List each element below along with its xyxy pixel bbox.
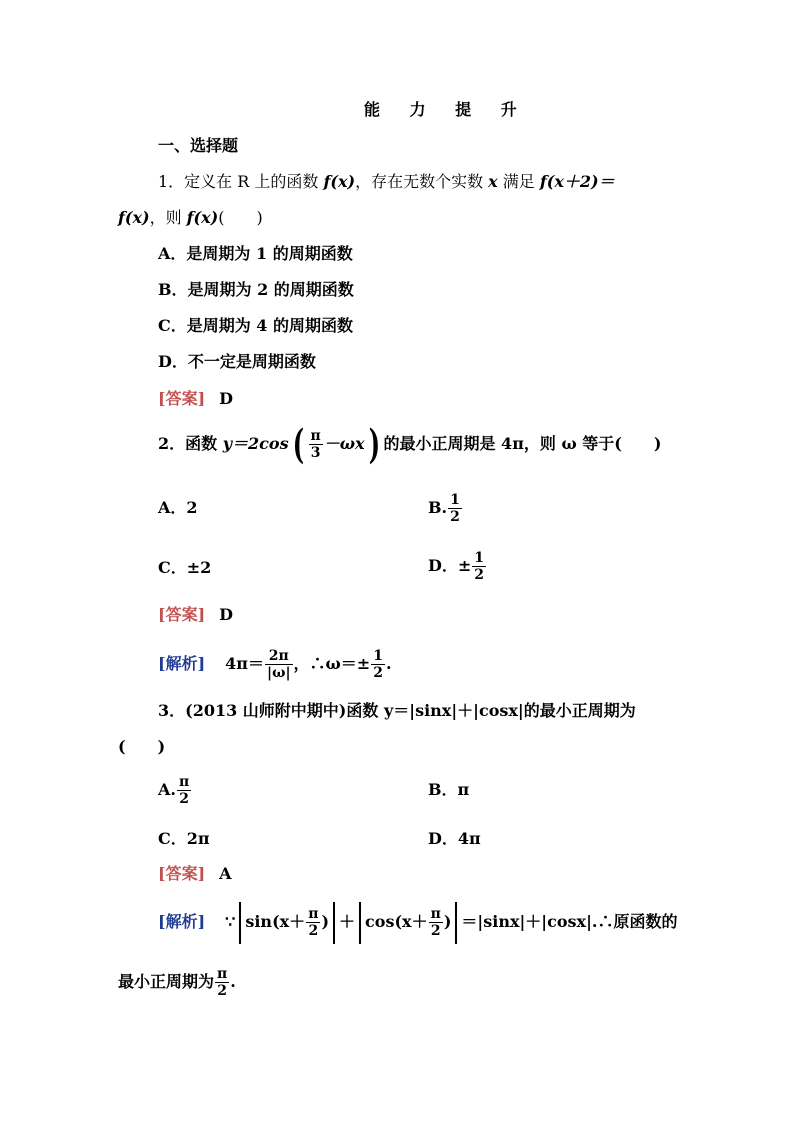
fraction: $\frac{1}{2}$ bbox=[450, 492, 460, 525]
q1-option-a: A．是周期为 1 的周期函数 bbox=[158, 244, 353, 263]
analysis-tag: [解析] bbox=[158, 654, 206, 673]
q3-analysis-line2: 最小正周期为 $\frac{\pi}{2}$ . bbox=[118, 966, 236, 999]
q2-stem: 2．函数 y＝2cos( $\frac{\pi}{3}$ －ωx) 的最小正周期是 4π，则 ω 等于( ) bbox=[158, 420, 662, 468]
fraction: $\frac{1}{2}$ bbox=[474, 550, 485, 583]
fraction: $\frac{\pi}{2}$ bbox=[430, 906, 441, 939]
answer-tag: [答案] bbox=[158, 864, 206, 883]
q3-option-c: C．2π bbox=[158, 829, 210, 848]
answer-tag: [答案] bbox=[158, 605, 206, 624]
abs-bar bbox=[359, 902, 361, 944]
q2-option-b: B. $\frac{1}{2}$ bbox=[428, 492, 460, 525]
q3-option-d: D．4π bbox=[428, 829, 481, 848]
q1-option-b: B．是周期为 2 的周期函数 bbox=[158, 280, 354, 299]
abs-bar bbox=[333, 902, 335, 944]
fraction: $\frac{\pi}{3}$ bbox=[310, 428, 321, 461]
q3-answer: [答案] A bbox=[158, 864, 232, 883]
q1-answer: [答案] D bbox=[158, 389, 234, 408]
page-title: 能 力 提 升 bbox=[364, 100, 529, 119]
fraction: $\frac{\pi}{2}$ bbox=[308, 906, 319, 939]
fraction: $\frac{\pi}{2}$ bbox=[217, 966, 228, 999]
q3-analysis: [解析] ∵ sin(x＋ $\frac{\pi}{2}$ ) ＋ cos(x＋ $\frac{\pi}{2}$ ) ＝|sinx|＋|cosx|.∴原函数的 bbox=[158, 898, 677, 946]
q2-option-c: C．±2 bbox=[158, 558, 212, 577]
fraction: $\frac{2\pi}{|\omega|}$ bbox=[267, 648, 291, 681]
q2-analysis: [解析] 4π＝ $\frac{2\pi}{|\omega|}$ ，∴ω＝± $\frac{1}{2}$ . bbox=[158, 648, 392, 681]
q1-option-c: C．是周期为 4 的周期函数 bbox=[158, 316, 354, 335]
abs-bar bbox=[239, 902, 241, 944]
section-heading: 一、选择题 bbox=[158, 136, 239, 155]
fraction: $\frac{\pi}{2}$ bbox=[178, 774, 190, 807]
q1-option-d: D．不一定是周期函数 bbox=[158, 352, 316, 371]
answer-tag: [答案] bbox=[158, 389, 206, 408]
abs-bar bbox=[455, 902, 457, 944]
q3-option-a: A. $\frac{\pi}{2}$ bbox=[158, 774, 190, 807]
q2-answer: [答案] D bbox=[158, 605, 234, 624]
q1-stem-line2: f(x)，则 f(x)( ) bbox=[118, 208, 263, 227]
q3-stem-line1: 3．(2013 山师附中期中)函数 y＝|sinx|＋|cosx|的最小正周期为 bbox=[158, 701, 636, 720]
q3-option-b: B．π bbox=[428, 780, 470, 799]
analysis-tag: [解析] bbox=[158, 912, 206, 931]
fraction: $\frac{1}{2}$ bbox=[373, 648, 383, 681]
q2-option-d: D．± $\frac{1}{2}$ bbox=[428, 550, 485, 583]
q3-stem-line2: ( ) bbox=[118, 737, 166, 756]
q2-option-a: A．2 bbox=[158, 498, 198, 517]
q1-stem-line1: 1．定义在 R 上的函数 f(x)，存在无数个实数 x 满足 f(x＋2)＝ bbox=[158, 172, 615, 191]
